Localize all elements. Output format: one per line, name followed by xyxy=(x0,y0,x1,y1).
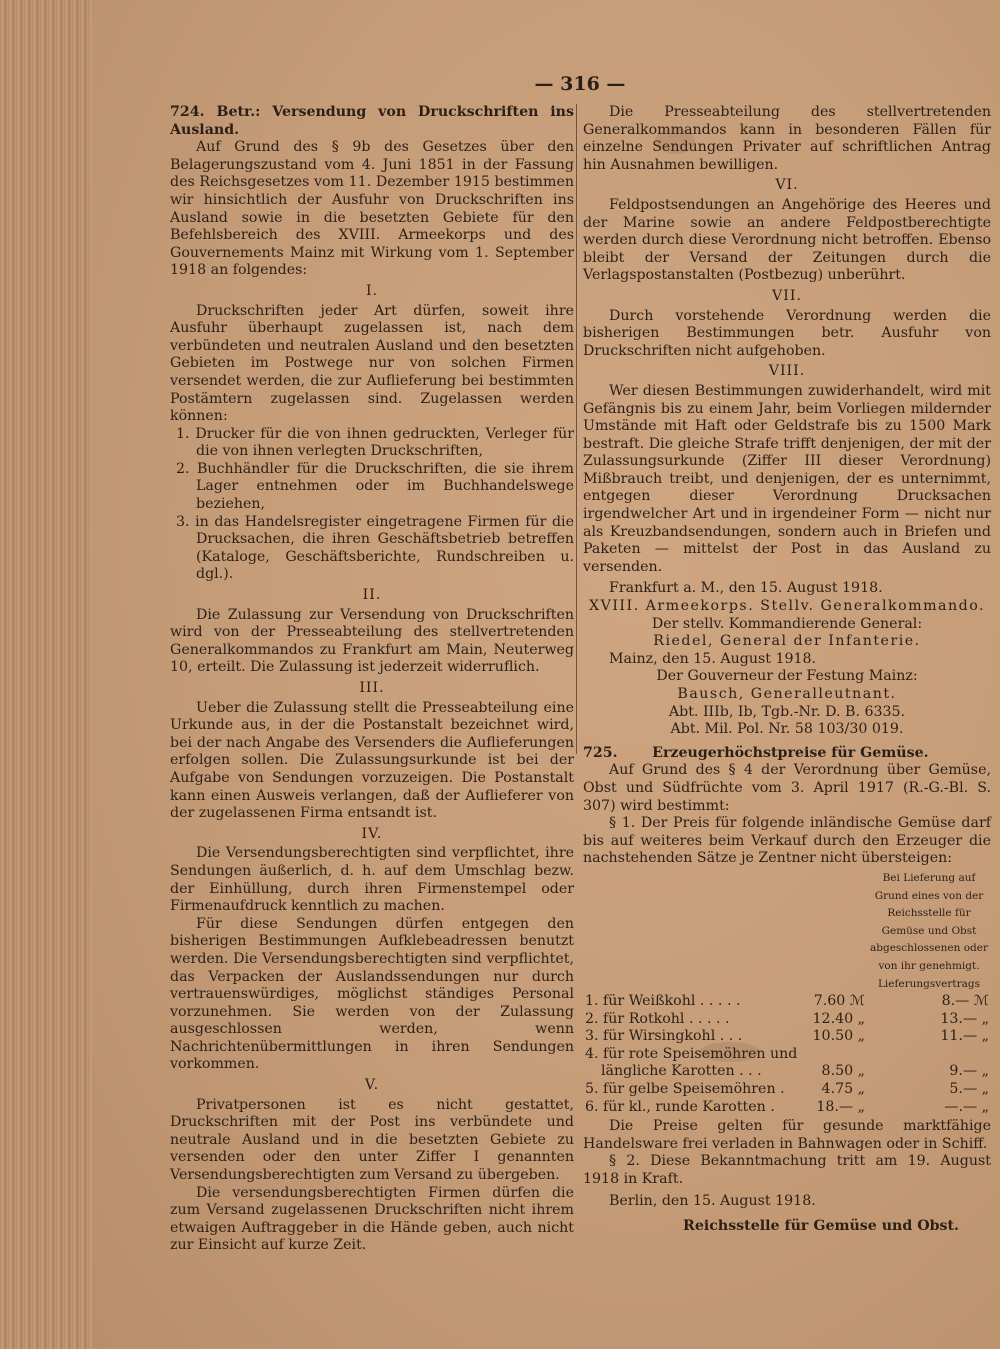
corps-line: XVIII. Armeekorps. Stellv. Generalkommando. xyxy=(588,598,986,615)
intro-paragraph: Auf Grund des § 9b des Gesetzes über den Belagerungszustand vom 4. Juni 1851 in der Fassung des Reichsgesetzes vom 11. Dezember 1915 bestimmen wir hinsichtlich der Ausfuhr von Druckschriften ins Ausland sowie in die besetzten Gebiete für den Befehlsbereich des XVIII. Armeekorps und des Gouvernements Mainz mit Wirkung vom 1. September 1918 an folgendes: xyxy=(170,139,574,279)
section-724-heading xyxy=(170,104,574,139)
paragraph: Die Zulassung zur Versendung von Druckschriften wird von der Presseabteilung des stellvertretenden Generalkommandos zu Frankfurt am Main, Neuterweg 10, erteilt. Die Zulassung ist jederzeit widerruflich. xyxy=(170,606,574,676)
page-stack-edge xyxy=(0,0,94,1349)
list-item: 1. Drucker für die von ihnen gedruckten, Verleger für die von ihnen verlegten Druckschriften, xyxy=(176,425,574,460)
table-row xyxy=(583,1028,991,1046)
price-value: 10.50 „ xyxy=(812,1028,865,1045)
section-725-heading xyxy=(583,745,991,763)
notice-number: 725. xyxy=(583,744,618,761)
paragraph: Durch vorstehende Verordnung werden die bisherigen Bestimmungen betr. Ausfuhr von Druckschriften nicht aufgehoben. xyxy=(583,307,991,359)
table-row xyxy=(583,1099,991,1117)
paragraph: Druckschriften jeder Art dürfen, soweit ihre Ausfuhr überhaupt zugelassen ist, nach dem verbündeten und neutralen Ausland und den besetzten Gebieten im Postwege nur von solchen Firmen versendet werden, die zur Auflieferung bei bestimmten Postämtern zugelassen sind. Zugelassen werden können: xyxy=(170,302,574,425)
section-heading: I. xyxy=(365,282,379,299)
table-row xyxy=(583,993,991,1011)
price-value: 4.75 „ xyxy=(821,1081,865,1098)
section-heading: IV. xyxy=(361,825,383,842)
intro-paragraph: Auf Grund des § 4 der Verordnung über Gemüse, Obst und Südfrüchte vom 3. April 1917 (R.-G.-Bl. S. 307) wird bestimmt: xyxy=(583,762,991,814)
paragraph: § 1. Der Preis für folgende inländische Gemüse darf bis auf weiteres beim Verkauf durch den Erzeuger die nachstehenden Sätze je Zentner nicht übersteigen: xyxy=(583,815,991,867)
product-label: 2. für Rotkohl . . . . . xyxy=(585,1010,730,1027)
table-header-row xyxy=(583,870,991,993)
product-label: 5. für gelbe Speisemöhren . xyxy=(585,1081,785,1098)
list-item: 3. in das Handelsregister eingetragene Firmen für die Drucksachen, die ihren Geschäftsbetrieb betreffen (Kataloge, Geschäftsberichte, Rundschreiben u. dgl.). xyxy=(176,513,574,583)
notice-title: Betr.: Versendung von Druckschriften ins Ausland. xyxy=(170,104,574,138)
column-divider xyxy=(576,104,577,754)
section-heading: VIII. xyxy=(768,363,806,380)
contract-price-value: 5.— „ xyxy=(949,1081,989,1098)
paragraph: Die Presseabteilung des stellvertretenden Generalkommandos kann in besonderen Fällen für einzelne Sendungen Privater auf schriftlichen Antrag hin Ausnahmen bewilligen. xyxy=(583,104,991,173)
paragraph: Die versendungsberechtigten Firmen dürfen die zum Versand zugelassenen Druckschriften nicht ihrem etwaigen Auftraggeber in die Hände geben, auch nicht zur Einsicht auf kurze Zeit. xyxy=(170,1184,574,1254)
product-label: 3. für Wirsingkohl . . . xyxy=(585,1028,743,1045)
product-label: 1. für Weißkohl . . . . . xyxy=(585,993,741,1010)
date-line: Mainz, den 15. August 1918. xyxy=(609,650,817,667)
paragraph: Ueber die Zulassung stellt die Presseabteilung eine Urkunde aus, in der die Postanstalt bezeichnet wird, bei der nach Angabe des Versenders die Auflieferungen erfolgen sollen. Die Zulassungsurkunde ist bei der Aufgabe von Sendungen vorzuzeigen. Die Postanstalt kann einen Ausweis verlangen, daß der Auflieferer von der zugelassenen Firma entsandt ist. xyxy=(170,699,574,822)
price-value xyxy=(808,1046,867,1064)
section-heading: VI. xyxy=(775,177,799,194)
signatory-name: Riedel, General der Infanterie. xyxy=(653,633,921,650)
paragraph: Die Preise gelten für gesunde marktfähige Handelsware frei verladen in Bahnwagen oder in Schiff. xyxy=(583,1118,991,1152)
contract-price-value: 13.— „ xyxy=(940,1010,989,1027)
contract-column-header: Bei Lieferung auf Grund eines von der Reichsstelle für Gemüse und Obst abgeschlossenen oder von ihr genehmigt. Lieferungsvertrags xyxy=(870,871,988,990)
section-heading: III. xyxy=(359,680,385,696)
price-table xyxy=(583,870,991,1116)
table-row xyxy=(583,1063,991,1081)
signatory-name: Bausch, Generalleutnant. xyxy=(677,686,897,702)
contract-price-value: 11.— „ xyxy=(940,1028,989,1045)
date-line: Berlin, den 15. August 1918. xyxy=(609,1192,816,1209)
product-label: 4. für rote Speisemöhren und xyxy=(585,1045,798,1062)
paragraph: Wer diesen Bestimmungen zuwiderhandelt, wird mit Gefängnis bis zu einem Jahr, beim Vorliegen mildernder Umstände mit Haft oder Geldstrafe bis zu 1500 Mark bestraft. Die gleiche Strafe trifft denjenigen, der mit der Zulassungsurkunde (Ziffer III dieser Verordnung) Mißbrauch treibt, und denjenigen, der es unternimmt, entgegen dieser Verordnung Drucksachen irgendwelcher Art und in irgendeiner Form — nicht nur als Kreuzbandsendungen, sondern auch in Briefen und Paketen — mittelst der Post in das Ausland zu versenden. xyxy=(583,382,991,575)
table-row xyxy=(583,1081,991,1099)
product-label: 6. für kl., runde Karotten . xyxy=(585,1098,775,1115)
price-value: 7.60 ℳ xyxy=(813,993,865,1010)
notice-title: Erzeugerhöchstpreise für Gemüse. xyxy=(652,744,929,761)
product-label: längliche Karotten . . . xyxy=(601,1063,762,1080)
section-heading: V. xyxy=(364,1077,380,1094)
table-row xyxy=(583,1011,991,1029)
permitted-list xyxy=(170,426,574,584)
section-heading: VII. xyxy=(772,287,802,304)
left-column xyxy=(170,104,574,1255)
signatory-title: Der stellv. Kommandierende General: xyxy=(651,615,923,632)
contract-price-value: 9.— „ xyxy=(949,1063,989,1080)
paragraph: Feldpostsendungen an Angehörige des Heeres und der Marine sowie an andere Feldpostberechtigte werden durch diese Verordnung nicht betroffen. Ebenso bleibt der Versand der Zeitungen durch die Verlagspostanstalten (Postbezug) unberührt. xyxy=(583,196,991,284)
paragraph: Für diese Sendungen dürfen entgegen den bisherigen Bestimmungen Aufklebeadressen benutzt werden. Die Versendungsberechtigten sind verpflichtet, das Verpacken der Auslandssendungen nur durch vertrauenswürdiges, möglichst ständiges Personal vorzunehmen. Sie werden von der Zulassung ausgeschlossen werden, wenn Nachrichtenübermittlungen in ihren Sendungen vorkommen. xyxy=(170,915,574,1073)
page-number: — 316 — xyxy=(534,73,626,95)
price-value: 12.40 „ xyxy=(812,1010,865,1027)
reference-number: Abt. IIIb, Ib, Tgb.-Nr. D. B. 6335. xyxy=(668,703,906,720)
notice-number: 724. xyxy=(170,104,205,120)
right-column xyxy=(583,104,991,1236)
contract-price-value xyxy=(867,1046,991,1064)
paragraph: Die Versendungsberechtigten sind verpflichtet, ihre Sendungen äußerlich, d. h. auf dem Umschlag bezw. der Einhüllung, durch ihren Firmenstempel oder Firmenaufdruck kenntlich zu machen. xyxy=(170,845,574,915)
signatory-title: Der Gouverneur der Festung Mainz: xyxy=(656,668,918,685)
reference-number: Abt. Mil. Pol. Nr. 58 103/30 019. xyxy=(670,721,904,738)
price-value: 8.50 „ xyxy=(821,1063,865,1080)
issuing-authority: Reichsstelle für Gemüse und Obst. xyxy=(683,1218,959,1235)
list-item: 2. Buchhändler für die Druckschriften, die sie ihrem Lager entnehmen oder im Buchhandelswege beziehen, xyxy=(176,460,574,513)
section-heading: II. xyxy=(362,587,382,604)
contract-price-value: 8.— ℳ xyxy=(941,993,989,1010)
paragraph: § 2. Diese Bekanntmachung tritt am 19. August 1918 in Kraft. xyxy=(583,1153,991,1188)
table-row xyxy=(583,1046,991,1064)
date-line: Frankfurt a. M., den 15. August 1918. xyxy=(609,580,883,597)
price-value: 18.— „ xyxy=(816,1098,865,1115)
contract-price-value: —.— „ xyxy=(944,1098,989,1115)
paragraph: Privatpersonen ist es nicht gestattet, Druckschriften mit der Post ins verbündete und neutrale Ausland und in die besetzten Gebiete zu versenden oder den unter Ziffer I genannten Versendungsberechtigten zum Versand zu übergeben. xyxy=(170,1096,574,1184)
